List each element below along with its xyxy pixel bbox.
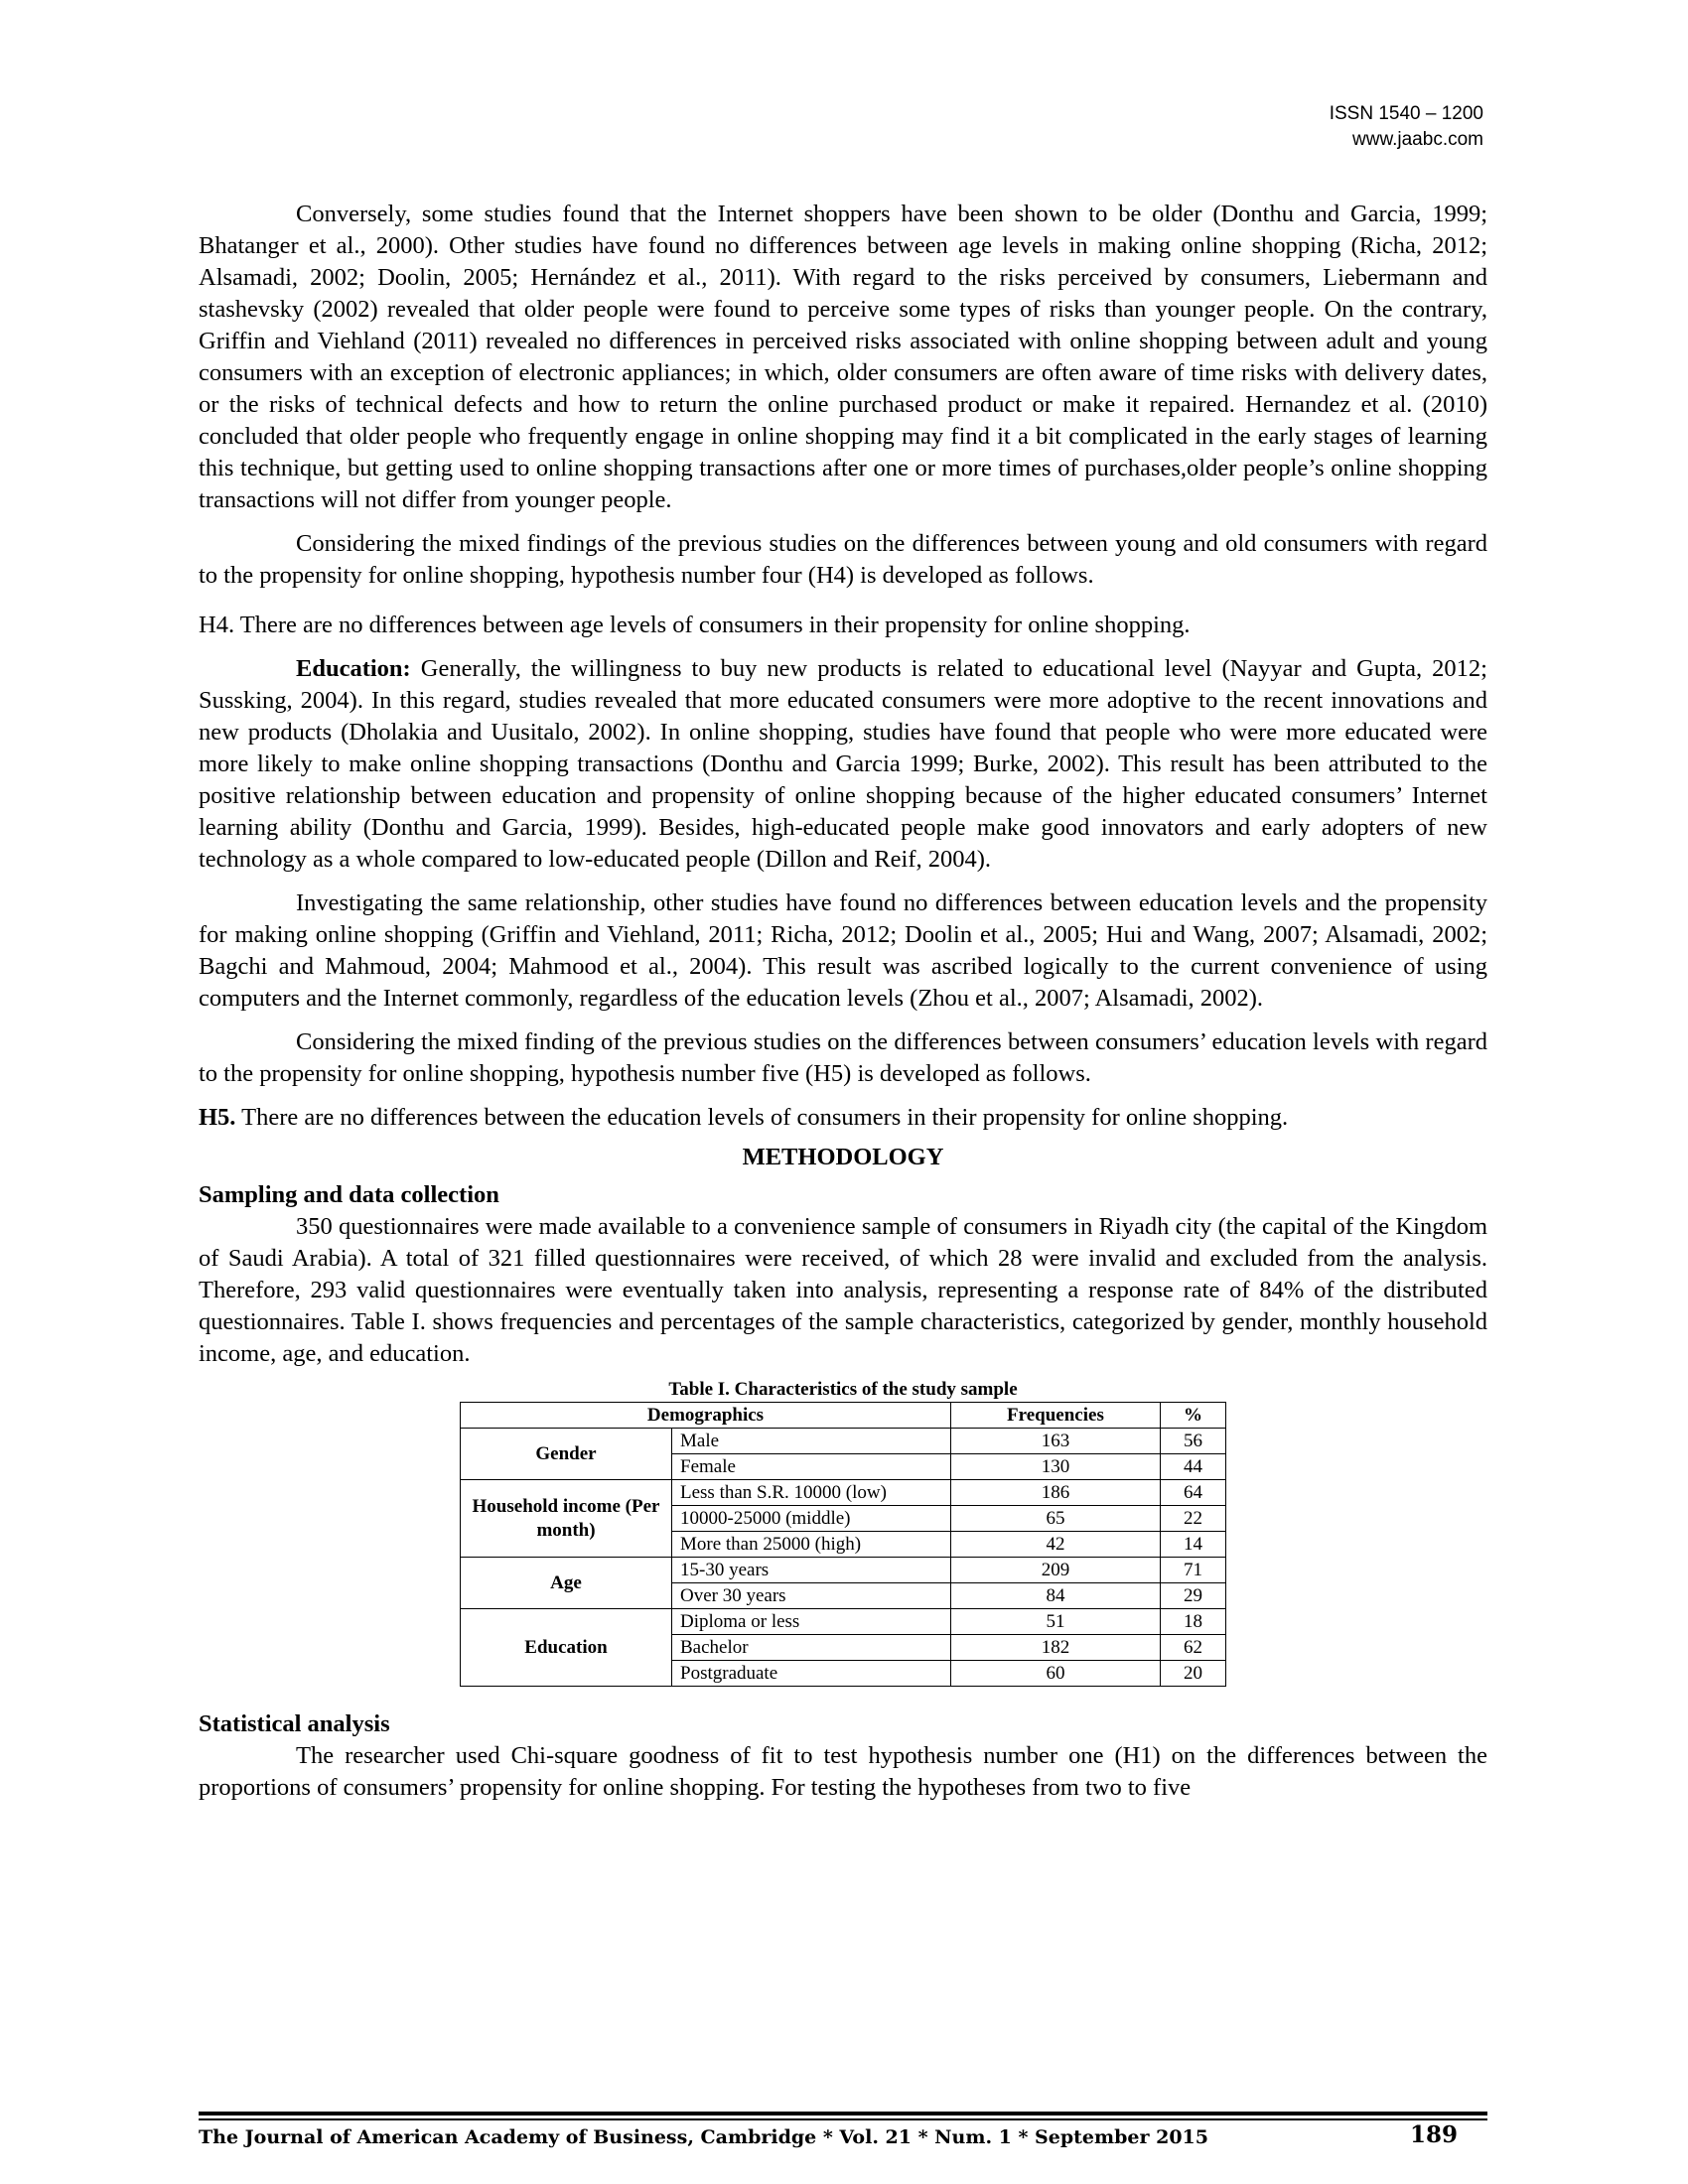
paragraph-education xyxy=(199,653,1487,876)
table-cell: Male xyxy=(672,1429,951,1454)
article-body xyxy=(199,199,1487,1804)
table-group-label: Household income (Per month) xyxy=(461,1480,672,1558)
table-cell: 209 xyxy=(951,1558,1161,1583)
table-cell: 71 xyxy=(1160,1558,1225,1583)
table-row xyxy=(461,1609,1226,1635)
table-row xyxy=(461,1480,1226,1506)
table-row xyxy=(461,1429,1226,1454)
paragraph-h4-intro: Considering the mixed findings of the previous studies on the differences between young and old consumers with regard to the propensity for online shopping, hypothesis number four (H4) is developed as follows. xyxy=(199,530,1487,589)
table-cell: 22 xyxy=(1160,1506,1225,1532)
table-cell: 60 xyxy=(951,1661,1161,1687)
h5-text: There are no differences between the education levels of consumers in their propensity for online shopping. xyxy=(235,1104,1289,1131)
table-cell: Bachelor xyxy=(672,1635,951,1661)
table-cell: 14 xyxy=(1160,1532,1225,1558)
issn-header xyxy=(1330,101,1483,153)
h5-lead: H5. xyxy=(199,1104,236,1131)
footer-rule-thick xyxy=(199,2112,1487,2116)
hypothesis-h4: H4. There are no differences between age levels of consumers in their propensity for online shopping. xyxy=(199,612,1191,638)
paragraph-age-older: Conversely, some studies found that the Internet shoppers have been shown to be older (Donthu and Garcia, 1999; Bhatanger et al., 2000). Other studies have found no differences between age levels in making online shopping (Richa, 2012; Alsamadi, 2002; Doolin, 2005; Hernández et al., 2011). With regard to the risks perceived by consumers, Liebermann and stashevsky (2002) revealed that older people were found to perceive some types of risks than younger people. On the contrary, Griffin and Viehland (2011) revealed no differences in perceived risks associated with online shopping between adult and young consumers with an exception of electronic appliances; in which, older consumers are often aware of time risks with delivery dates, or the risks of technical defects and how to return the online purchased product or make it repaired. Hernandez et al. (2010) concluded that older people who frequently engage in online shopping may find it a bit complicated in the early stages of learning this technique, but getting used to online shopping transactions after one or more times of purchases,older people’s online shopping transactions will not differ from younger people. xyxy=(199,201,1487,513)
table-group-label: Education xyxy=(461,1609,672,1687)
paragraph-statistical-analysis: The researcher used Chi-square goodness of fit to test hypothesis number one (H1) on the differences between the proportions of consumers’ propensity for online shopping. For testing the hypotheses from two to five xyxy=(199,1742,1487,1801)
table-caption: Table I. Characteristics of the study sample xyxy=(668,1379,1018,1400)
sampling-heading: Sampling and data collection xyxy=(199,1181,499,1208)
table-header-row xyxy=(461,1403,1226,1429)
table-cell: 64 xyxy=(1160,1480,1225,1506)
education-lead: Education: xyxy=(296,655,411,682)
table-cell: 20 xyxy=(1160,1661,1225,1687)
footer-rule-thin xyxy=(199,2118,1487,2120)
education-text: Generally, the willingness to buy new products is related to educational level (Nayyar and Gupta, 2012; Sussking, 2004). In this regard, studies revealed that more educated consumers were more adoptive to the recent innovations and new products (Dholakia and Uusitalo, 2002). In online shopping, studies have found that people who were more educated were more likely to make online shopping transactions (Donthu and Garcia 1999; Burke, 2002). This result has been attributed to the positive relationship between education and propensity of online shopping because of the higher educated consumers’ Internet learning ability (Donthu and Garcia, 1999). Besides, high-educated people make good innovators and early adopters of new technology as a whole compared to low-educated people (Dillon and Reif, 2004). xyxy=(199,655,1487,873)
table-row xyxy=(461,1558,1226,1583)
table-cell: Female xyxy=(672,1454,951,1480)
table-cell: 42 xyxy=(951,1532,1161,1558)
table-cell: 186 xyxy=(951,1480,1161,1506)
demographics-table xyxy=(460,1402,1226,1687)
table-cell: Postgraduate xyxy=(672,1661,951,1687)
table-cell: 44 xyxy=(1160,1454,1225,1480)
table-cell: Over 30 years xyxy=(672,1583,951,1609)
table-cell: Less than S.R. 10000 (low) xyxy=(672,1480,951,1506)
statistical-analysis-heading: Statistical analysis xyxy=(199,1710,390,1737)
table-cell: 65 xyxy=(951,1506,1161,1532)
table-cell: 84 xyxy=(951,1583,1161,1609)
table-header-cell: Demographics xyxy=(461,1403,951,1429)
table-cell: 10000-25000 (middle) xyxy=(672,1506,951,1532)
table-cell: 15-30 years xyxy=(672,1558,951,1583)
hypothesis-h5 xyxy=(199,1102,1487,1134)
table-cell: Diploma or less xyxy=(672,1609,951,1635)
table-group-label: Age xyxy=(461,1558,672,1609)
table-header-cell: Frequencies xyxy=(951,1403,1161,1429)
table-cell: 182 xyxy=(951,1635,1161,1661)
paragraph-education-no-diff: Investigating the same relationship, other studies have found no differences between education levels and the propensity for making online shopping (Griffin and Viehland, 2011; Richa, 2012; Doolin et al., 2005; Hui and Wang, 2007; Alsamadi, 2002; Bagchi and Mahmoud, 2004; Mahmood et al., 2004). This result was ascribed logically to the current convenience of using computers and the Internet commonly, regardless of the education levels (Zhou et al., 2007; Alsamadi, 2002). xyxy=(199,889,1487,1012)
paragraph-h5-intro: Considering the mixed finding of the previous studies on the differences between consumers’ education levels with regard to the propensity for online shopping, hypothesis number five (H5) is developed as follows. xyxy=(199,1028,1487,1087)
table-cell: 56 xyxy=(1160,1429,1225,1454)
footer-journal-info: The Journal of American Academy of Business, Cambridge * Vol. 21 * Num. 1 * September 2015 xyxy=(199,2126,1209,2148)
table-cell: 51 xyxy=(951,1609,1161,1635)
table-cell: 130 xyxy=(951,1454,1161,1480)
table-cell: 29 xyxy=(1160,1583,1225,1609)
page-number: 189 xyxy=(1409,2121,1458,2148)
table-cell: More than 25000 (high) xyxy=(672,1532,951,1558)
table-cell: 62 xyxy=(1160,1635,1225,1661)
issn-number: ISSN 1540 – 1200 xyxy=(1329,103,1483,124)
table-cell: 18 xyxy=(1160,1609,1225,1635)
table-cell: 163 xyxy=(951,1429,1161,1454)
table-header-cell: % xyxy=(1160,1403,1225,1429)
table-group-label: Gender xyxy=(461,1429,672,1480)
methodology-heading: METHODOLOGY xyxy=(742,1144,944,1170)
paragraph-sampling: 350 questionnaires were made available to a convenience sample of consumers in Riyadh city (the capital of the Kingdom of Saudi Arabia). A total of 321 filled questionnaires were received, of which 28 were invalid and excluded from the analysis. Therefore, 293 valid questionnaires were eventually taken into analysis, representing a response rate of 84% of the distributed questionnaires. Table I. shows frequencies and percentages of the sample characteristics, categorized by gender, monthly household income, age, and education. xyxy=(199,1213,1487,1367)
journal-website: www.jaabc.com xyxy=(1352,129,1483,150)
